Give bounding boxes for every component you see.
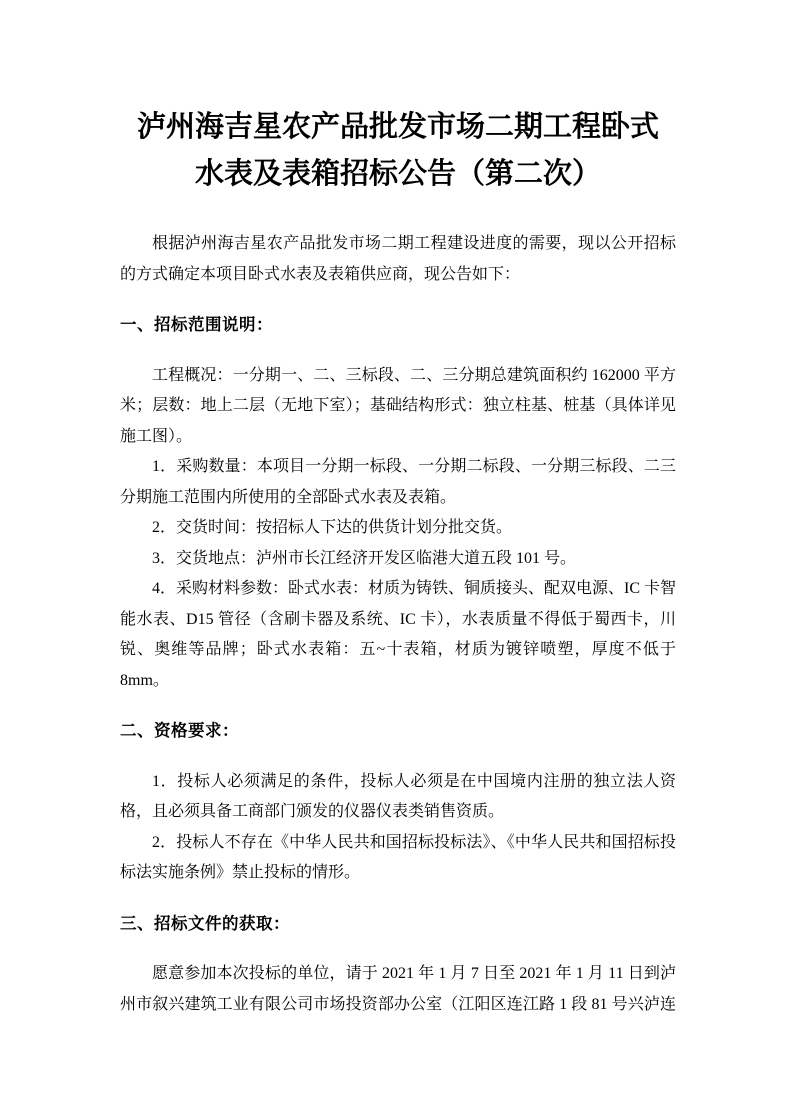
document-title [120,104,676,198]
section-3-heading: 三、招标文件的获取： [120,914,290,933]
document-title-line-1: 泸州海吉星农产品批发市场二期工程卧式 [136,111,659,143]
section-1-item-3-delivery-place: 3．交货地点：泸州市长江经济开发区临港大道五段 101 号。 [152,549,577,567]
section-3-paragraph-document-acquisition: 愿意参加本次投标的单位，请于 2021 年 1 月 7 日至 2021 年 1 月 11 日到泸州市叙兴建筑工业有限公司市场投资部办公室（江阳区连江路 1 段 81 号兴泸连 [120,965,676,1013]
intro-paragraph: 根据泸州海吉星农产品批发市场二期工程建设进度的需要，现以公开招标的方式确定本项目卧式水表及表箱供应商，现公告如下： [120,235,676,283]
section-2-item-2-legal-restrictions: 2．投标人不存在《中华人民共和国招标投标法》、《中华人民共和国招标投标法实施条例》禁止投标的情形。 [120,833,676,881]
section-1-item-1-purchase-quantity: 1．采购数量：本项目一分期一标段、一分期二标段、一分期三标段、二三分期施工范围内所使用的全部卧式水表及表箱。 [120,458,676,506]
section-1-heading: 一、招标范围说明： [120,316,273,334]
section-1-item-4-material-specs: 4．采购材料参数：卧式水表：材质为铸铁、铜质接头、配双电源、IC 卡智能水表、D15 管径（含刷卡器及系统、IC 卡），水表质量不得低于蜀西卡，川锐、奥维等品牌；卧式水表箱：五~十表箱，材质为镀锌喷塑，厚度不低于 8mm。 [120,580,677,689]
section-1-paragraph-overview: 工程概况：一分期一、二、三标段、二、三分期总建筑面积约 162000 平方米；层数：地上二层（无地下室）；基础结构形式：独立柱基、桩基（具体详见施工图）。 [120,366,676,445]
section-2-heading: 二、资格要求： [120,722,239,740]
section-2-item-1-bidder-conditions: 1．投标人必须满足的条件，投标人必须是在中国境内注册的独立法人资格，且必须具备工商部门颁发的仪器仪表类销售资质。 [120,772,676,820]
document-title-line-2: 水表及表箱招标公告（第二次） [194,158,601,190]
section-1-item-2-delivery-time: 2．交货时间：按招标人下达的供货计划分批交货。 [152,519,513,536]
